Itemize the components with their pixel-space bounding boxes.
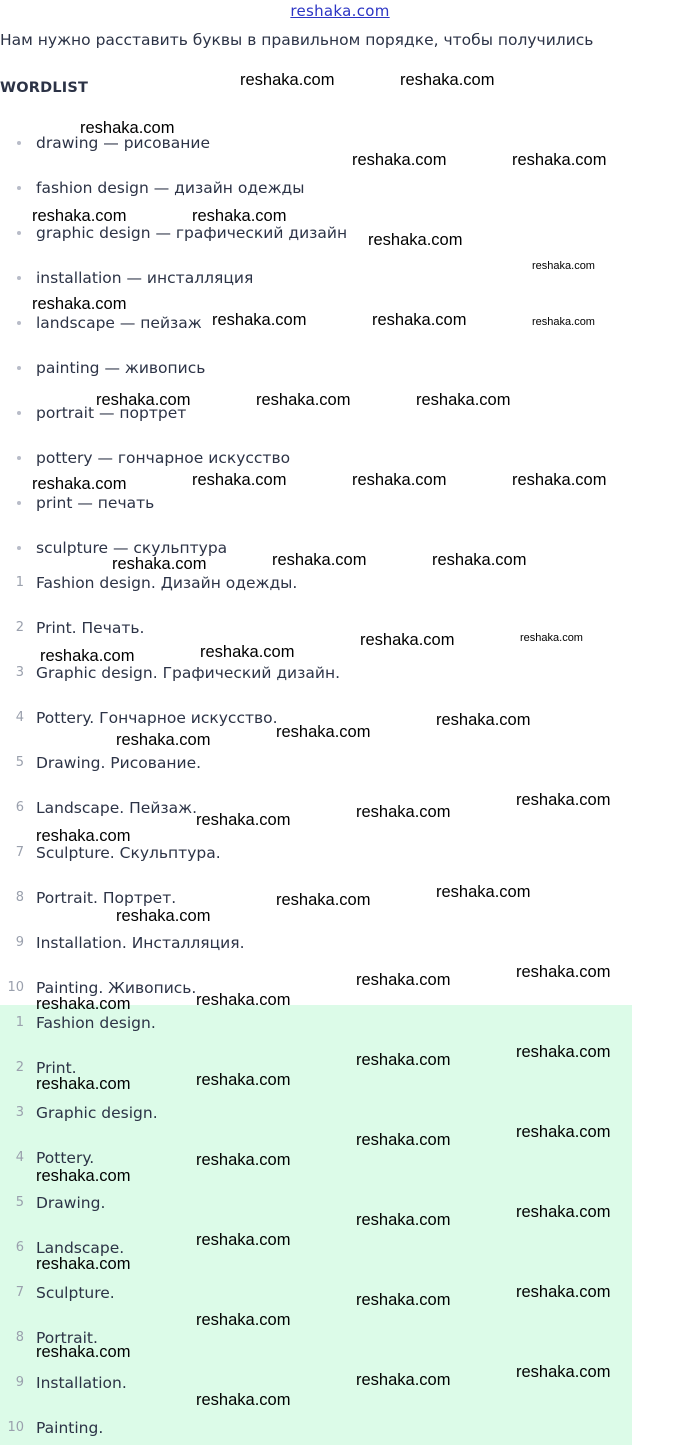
item-number: 2 [15, 1060, 24, 1075]
item-number: 4 [15, 710, 24, 725]
watermark: reshaka.com [356, 1291, 451, 1309]
wordlist-item-text: sculpture — скульптура [36, 539, 228, 557]
item-text: Portrait. Портрет. [36, 889, 177, 907]
watermark: reshaka.com [196, 1151, 291, 1169]
watermark: reshaka.com [40, 647, 135, 665]
item-text: Landscape. Пейзаж. [36, 799, 198, 817]
bullet-icon [17, 276, 21, 280]
bullet-icon [17, 231, 21, 235]
item-text: Graphic design. [36, 1104, 158, 1122]
item-text: Sculpture. [36, 1284, 115, 1302]
watermark: reshaka.com [400, 71, 495, 89]
bullet-icon [17, 501, 21, 505]
watermark: reshaka.com [36, 1075, 131, 1093]
item-text: Drawing. [36, 1194, 106, 1212]
watermark: reshaka.com [356, 971, 451, 989]
item-number: 10 [7, 980, 24, 995]
watermark: reshaka.com [516, 1283, 611, 1301]
item-text: Print. Печать. [36, 619, 145, 637]
watermark: reshaka.com [360, 631, 455, 649]
watermark: reshaka.com [196, 1311, 291, 1329]
item-number: 2 [15, 620, 24, 635]
watermark: reshaka.com [416, 391, 511, 409]
wordlist-item-text: landscape — пейзаж [36, 314, 202, 332]
watermark: reshaka.com [196, 1071, 291, 1089]
watermark: reshaka.com [36, 1167, 131, 1185]
item-text: Landscape. [36, 1239, 125, 1257]
item-number: 3 [15, 665, 24, 680]
item-number: 7 [15, 1285, 24, 1300]
watermark: reshaka.com [32, 295, 127, 313]
item-number: 1 [15, 1015, 24, 1030]
watermark: reshaka.com [36, 827, 131, 845]
item-number: 3 [15, 1105, 24, 1120]
watermark: reshaka.com [192, 471, 287, 489]
item-text: Painting. [36, 1419, 104, 1437]
bullet-icon [17, 456, 21, 460]
bullet-icon [17, 546, 21, 550]
item-text: Print. [36, 1059, 77, 1077]
watermark: reshaka.com [32, 207, 127, 225]
wordlist-item-text: fashion design — дизайн одежды [36, 179, 305, 197]
watermark: reshaka.com [96, 391, 191, 409]
intro-text: Нам нужно расставить буквы в правильном порядке, чтобы получились [0, 31, 594, 49]
item-number: 5 [15, 1195, 24, 1210]
item-number: 10 [7, 1420, 24, 1435]
watermark: reshaka.com [356, 803, 451, 821]
bullet-icon [17, 321, 21, 325]
wordlist-item-text: pottery — гончарное искусство [36, 449, 291, 467]
watermark: reshaka.com [356, 1051, 451, 1069]
watermark: reshaka.com [532, 260, 595, 272]
item-text: Pottery. Гончарное искусство. [36, 709, 278, 727]
watermark: reshaka.com [516, 1123, 611, 1141]
item-text: Graphic design. Графический дизайн. [36, 664, 341, 682]
watermark: reshaka.com [80, 119, 175, 137]
watermark: reshaka.com [196, 991, 291, 1009]
item-text: Sculpture. Скульптура. [36, 844, 221, 862]
wordlist-item-text: drawing — рисование [36, 134, 211, 152]
wordlist-item-text: portrait — портрет [36, 404, 187, 422]
watermark: reshaka.com [112, 555, 207, 573]
watermark: reshaka.com [516, 1363, 611, 1381]
item-number: 6 [15, 800, 24, 815]
watermark: reshaka.com [196, 1231, 291, 1249]
bullet-icon [17, 411, 21, 415]
watermark: reshaka.com [36, 1343, 131, 1361]
item-text: Fashion design. [36, 1014, 156, 1032]
item-number: 8 [15, 1330, 24, 1345]
watermark: reshaka.com [516, 1043, 611, 1061]
watermark: reshaka.com [368, 231, 463, 249]
watermark: reshaka.com [356, 1371, 451, 1389]
watermark: reshaka.com [436, 883, 531, 901]
wordlist-item-text: print — печать [36, 494, 155, 512]
item-text: Drawing. Рисование. [36, 754, 202, 772]
watermark: reshaka.com [532, 316, 595, 328]
item-text: Painting. Живопись. [36, 979, 197, 997]
item-text: Installation. Инсталляция. [36, 934, 245, 952]
watermark: reshaka.com [196, 811, 291, 829]
watermark: reshaka.com [272, 551, 367, 569]
item-number: 9 [15, 1375, 24, 1390]
site-link[interactable]: reshaka.com [290, 2, 390, 20]
item-number: 4 [15, 1150, 24, 1165]
bullet-icon [17, 186, 21, 190]
watermark: reshaka.com [116, 907, 211, 925]
watermark: reshaka.com [432, 551, 527, 569]
watermark: reshaka.com [276, 723, 371, 741]
item-text: Installation. [36, 1374, 127, 1392]
item-text: Pottery. [36, 1149, 95, 1167]
bullet-icon [17, 141, 21, 145]
item-number: 6 [15, 1240, 24, 1255]
watermark: reshaka.com [240, 71, 335, 89]
wordlist-item-text: painting — живопись [36, 359, 206, 377]
wordlist-item-text: graphic design — графический дизайн [36, 224, 348, 242]
watermark: reshaka.com [32, 475, 127, 493]
item-number: 1 [15, 575, 24, 590]
watermark: reshaka.com [356, 1211, 451, 1229]
bullet-icon [17, 366, 21, 370]
item-number: 8 [15, 890, 24, 905]
watermark: reshaka.com [516, 963, 611, 981]
watermark: reshaka.com [520, 632, 583, 644]
watermark: reshaka.com [352, 151, 447, 169]
watermark: reshaka.com [196, 1391, 291, 1409]
watermark: reshaka.com [372, 311, 467, 329]
watermark: reshaka.com [276, 891, 371, 909]
watermark: reshaka.com [352, 471, 447, 489]
watermark: reshaka.com [436, 711, 531, 729]
watermark: reshaka.com [516, 791, 611, 809]
item-number: 9 [15, 935, 24, 950]
item-number: 5 [15, 755, 24, 770]
watermark: reshaka.com [116, 731, 211, 749]
item-number: 7 [15, 845, 24, 860]
watermark: reshaka.com [36, 1255, 131, 1273]
watermark: reshaka.com [512, 471, 607, 489]
watermark: reshaka.com [256, 391, 351, 409]
wordlist-item-text: installation — инсталляция [36, 269, 254, 287]
watermark: reshaka.com [192, 207, 287, 225]
watermark: reshaka.com [356, 1131, 451, 1149]
watermark: reshaka.com [516, 1203, 611, 1221]
wordlist-heading: WORDLIST [0, 80, 89, 96]
watermark: reshaka.com [512, 151, 607, 169]
item-text: Portrait. [36, 1329, 98, 1347]
watermark: reshaka.com [36, 995, 131, 1013]
item-text: Fashion design. Дизайн одежды. [36, 574, 298, 592]
watermark: reshaka.com [200, 643, 295, 661]
watermark: reshaka.com [212, 311, 307, 329]
